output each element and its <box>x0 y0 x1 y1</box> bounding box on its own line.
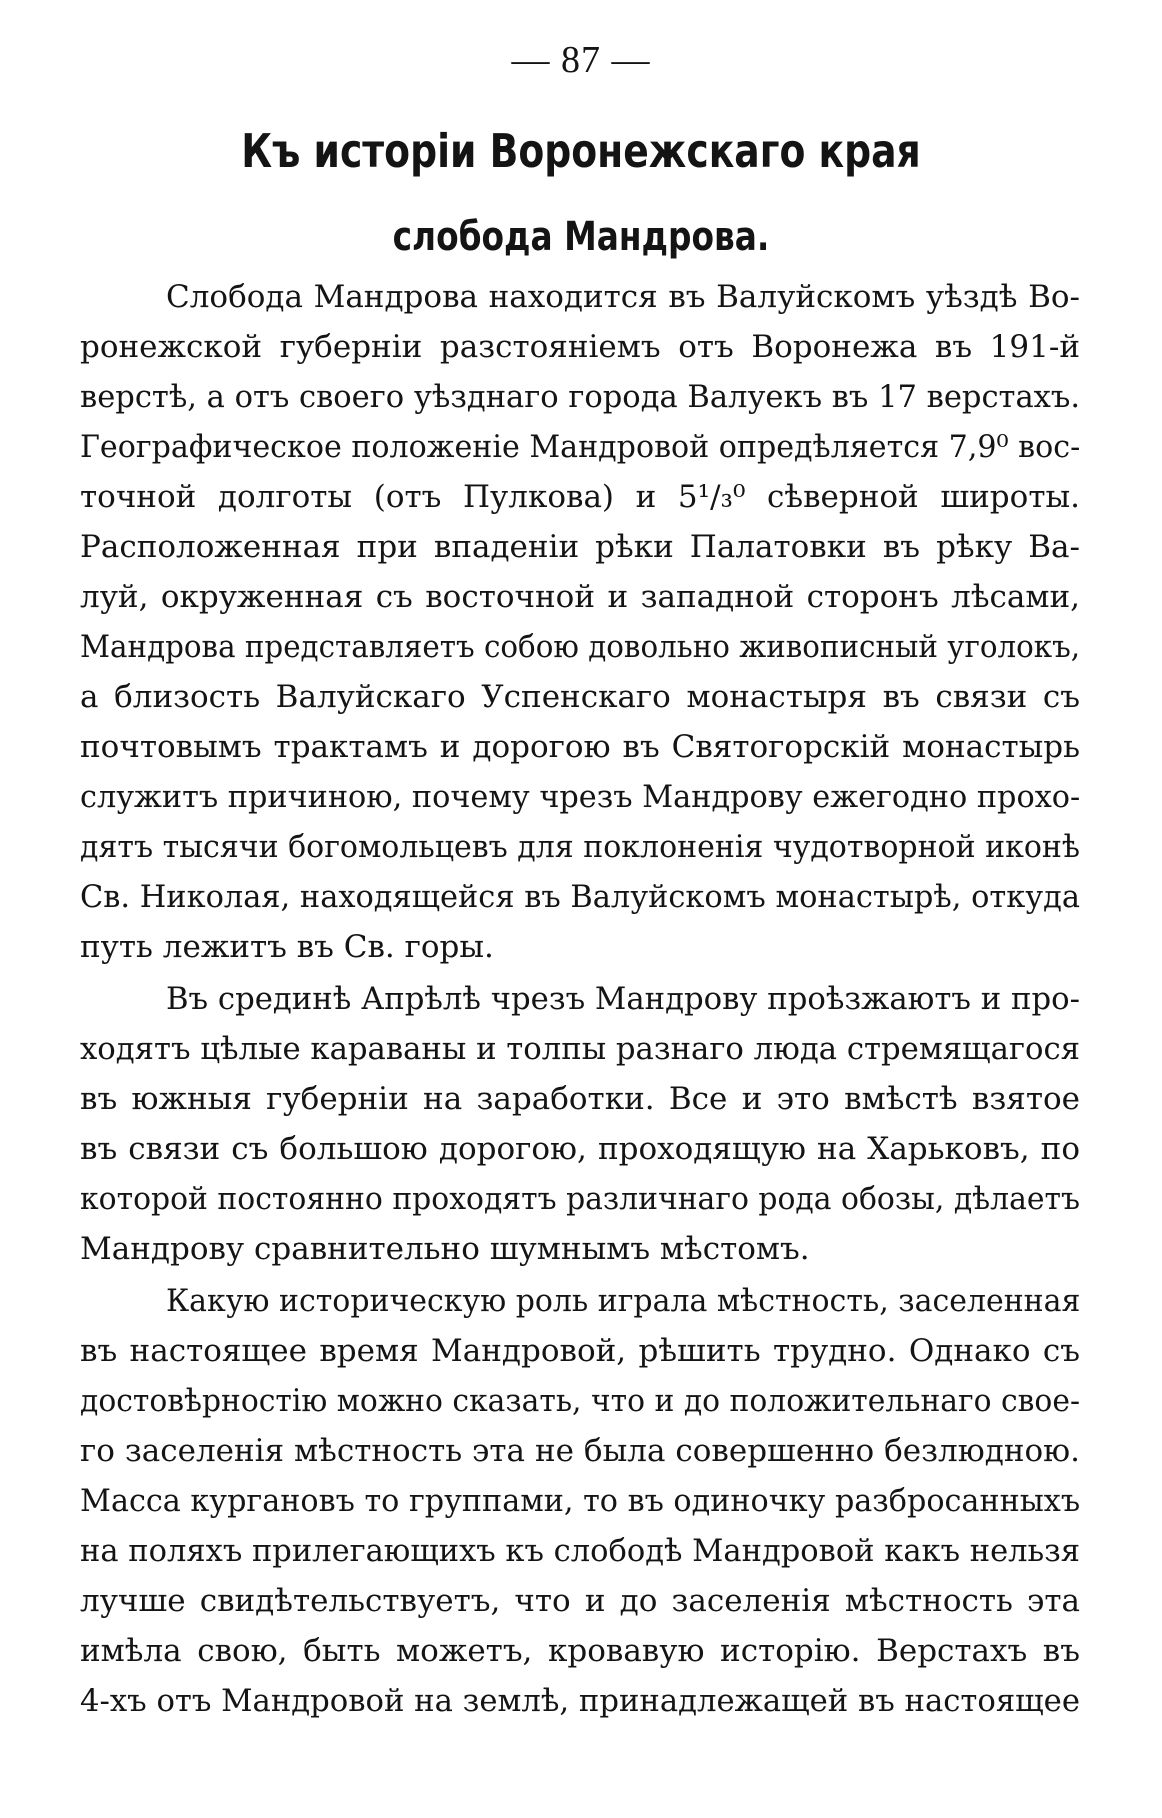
text-line: Мандрова представляетъ собою довольно живописный уголокъ, <box>80 629 1081 665</box>
text-line: точной долготы (отъ Пулкова) и 5¹/₃⁰ сѣверной широты. <box>80 479 1080 515</box>
text-line: лучше свидѣтельствуетъ, что и до заселенія мѣстность эта <box>80 1583 1080 1619</box>
text-line: Въ срединѣ Апрѣлѣ чрезъ Мандрову проѣзжаютъ и про- <box>166 981 1080 1017</box>
text-line: Мандрову сравнительно шумнымъ мѣстомъ. <box>80 1231 810 1267</box>
text-line: путь лежитъ въ Св. горы. <box>80 929 494 965</box>
text-line: Св. Николая, находящейся въ Валуйскомъ монастырѣ, откуда <box>80 879 1081 915</box>
article-title: Къ исторіи Воронежскаго края <box>241 124 921 178</box>
text-line: достовѣрностію можно сказать, что и до положительнаго свое- <box>80 1383 1081 1419</box>
text-line: Расположенная при впаденіи рѣки Палатовки въ рѣку Ва- <box>80 529 1080 565</box>
text-line: въ связи съ большою дорогою, проходящую на Харьковъ, по <box>80 1131 1080 1167</box>
text-line: Географическое положеніе Мандровой опредѣляется 7,9⁰ вос- <box>80 429 1081 465</box>
text-line: луй, окруженная съ восточной и западной сторонъ лѣсами, <box>80 579 1080 615</box>
article-subtitle: слобода Мандрова. <box>392 214 770 260</box>
text-line: служитъ причиною, почему чрезъ Мандрову ежегодно прохо- <box>80 779 1081 815</box>
text-line: верстѣ, а отъ своего уѣзднаго города Валуекъ въ 17 верстахъ. <box>80 379 1081 415</box>
text-line: въ южныя губерніи на заработки. Все и это вмѣстѣ взятое <box>80 1081 1080 1117</box>
page-number: — 87 — <box>511 39 651 81</box>
text-line: въ настоящее время Мандровой, рѣшить трудно. Однако съ <box>80 1333 1080 1369</box>
text-line: а близость Валуйскаго Успенскаго монастыря въ связи съ <box>80 679 1080 715</box>
text-line: ронежской губерніи разстояніемъ отъ Воронежа въ 191-й <box>80 329 1080 365</box>
text-line: Масса кургановъ то группами, то въ одиночку разбросанныхъ <box>80 1483 1081 1519</box>
text-line: которой постоянно проходятъ различнаго рода обозы, дѣлаетъ <box>80 1181 1080 1217</box>
text-line: го заселенія мѣстность эта не была совершенно безлюдною. <box>80 1433 1080 1469</box>
text-line: на поляхъ прилегающихъ къ слободѣ Мандровой какъ нельзя <box>80 1533 1081 1569</box>
text-line: почтовымъ трактамъ и дорогою въ Святогорскій монастырь <box>80 729 1080 765</box>
text-line: дятъ тысячи богомольцевъ для поклоненія чудотворной иконѣ <box>80 829 1080 865</box>
text-line: Слобода Мандрова находится въ Валуйскомъ уѣздѣ Во- <box>166 279 1080 315</box>
text-line: ходятъ цѣлые караваны и толпы разнаго люда стремящагося <box>80 1031 1081 1067</box>
text-line: 4-хъ отъ Мандровой на землѣ, принадлежащей въ настоящее <box>80 1683 1080 1719</box>
text-line: Какую историческую роль играла мѣстность, заселенная <box>166 1283 1081 1319</box>
text-line: имѣла свою, быть можетъ, кровавую исторію. Верстахъ въ <box>80 1633 1080 1669</box>
